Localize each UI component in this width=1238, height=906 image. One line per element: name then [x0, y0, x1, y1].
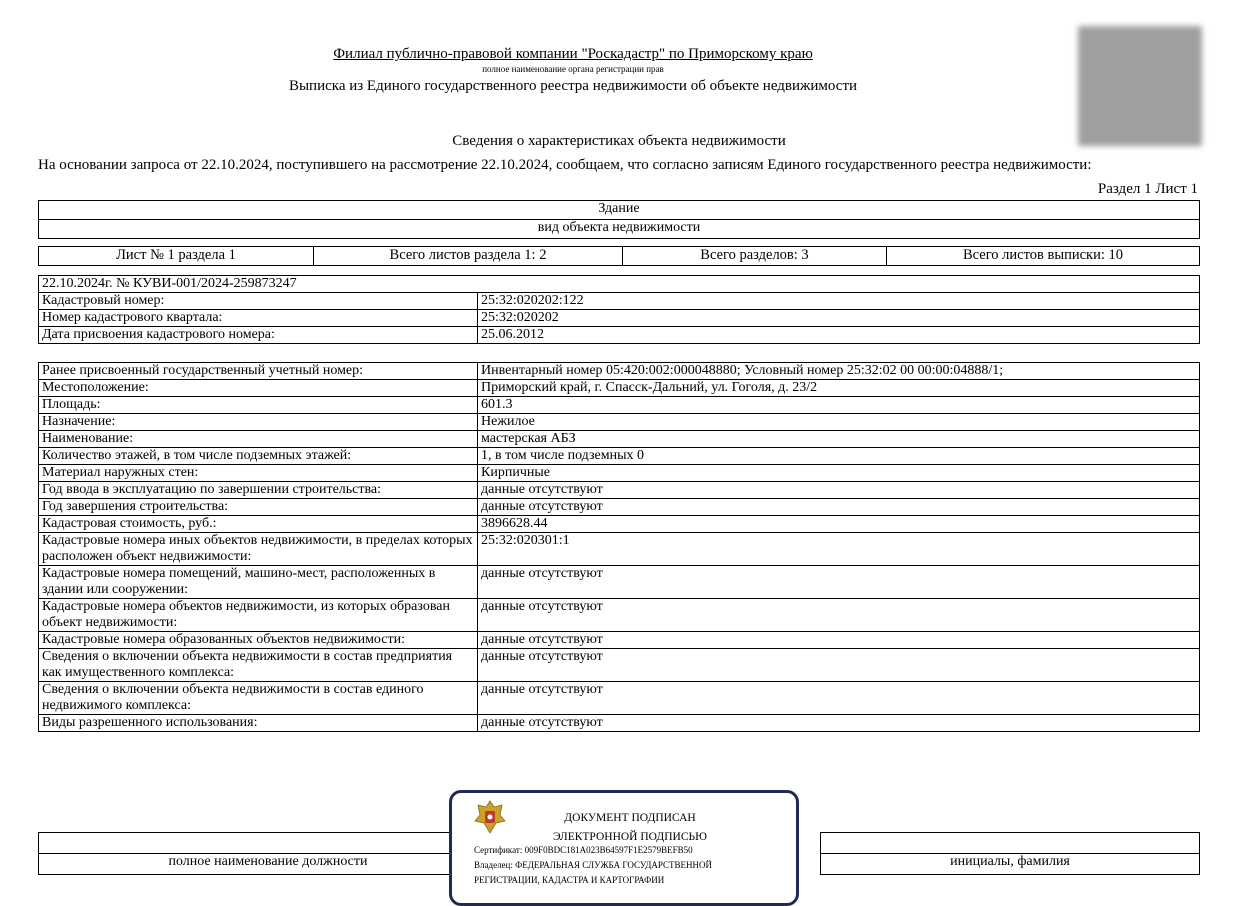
row-label: Виды разрешенного использования:: [39, 715, 478, 732]
table-row: [39, 380, 1200, 397]
row-label: Год завершения строительства:: [39, 499, 478, 516]
table-row: [39, 431, 1200, 448]
row-value: 25:32:020202:122: [478, 293, 1200, 310]
row-label: Местоположение:: [39, 380, 478, 397]
table-row: [39, 310, 1200, 327]
row-value: данные отсутствуют: [478, 499, 1200, 516]
table-row: [39, 566, 1200, 599]
position-cell: [39, 833, 498, 854]
row-value: 1, в том числе подземных 0: [478, 448, 1200, 465]
intro-text: На основании запроса от 22.10.2024, поступившего на рассмотрение 22.10.2024, сообщаем, что согласно записям Единого государственного реестра недвижимости:: [38, 157, 1092, 173]
row-value: 25:32:020202: [478, 310, 1200, 327]
total-section-sheets: Всего листов раздела 1: 2: [314, 247, 623, 266]
row-value: данные отсутствуют: [478, 649, 1200, 682]
section-title: Сведения о характеристиках объекта недвижимости: [452, 133, 786, 149]
table-row: [39, 414, 1200, 431]
name-label: инициалы, фамилия: [821, 854, 1200, 875]
row-value: данные отсутствуют: [478, 715, 1200, 732]
row-label: Кадастровые номера объектов недвижимости, из которых образован объект недвижимости:: [39, 599, 478, 632]
row-value: 25.06.2012: [478, 327, 1200, 344]
stamp-owner: Владелец: ФЕДЕРАЛЬНАЯ СЛУЖБА ГОСУДАРСТВЕННОЙ: [474, 860, 713, 870]
table-row: [39, 499, 1200, 516]
row-label: Сведения о включении объекта недвижимости в состав предприятия как имущественного комплекса:: [39, 649, 478, 682]
table-row: [39, 533, 1200, 566]
row-label: Наименование:: [39, 431, 478, 448]
row-value: Кирпичные: [478, 465, 1200, 482]
object-type-table: [38, 200, 1200, 239]
object-type: Здание: [39, 201, 1200, 220]
row-value: Приморский край, г. Спасск-Дальний, ул. Гоголя, д. 23/2: [478, 380, 1200, 397]
document-title: Выписка из Единого государственного реестра недвижимости об объекте недвижимости: [288, 78, 858, 94]
characteristics-table: [38, 362, 1200, 732]
table-row: [39, 599, 1200, 632]
total-sections: Всего разделов: 3: [623, 247, 887, 266]
row-value: данные отсутствуют: [478, 632, 1200, 649]
table-row: [39, 397, 1200, 414]
identification-table: [38, 275, 1200, 344]
table-row: [39, 632, 1200, 649]
row-value: Нежилое: [478, 414, 1200, 431]
table-row: [39, 363, 1200, 380]
stamp-line-2: ЭЛЕКТРОННОЙ ПОДПИСЬЮ: [553, 831, 707, 843]
row-value: данные отсутствуют: [478, 682, 1200, 715]
qr-code: [1078, 26, 1202, 146]
row-value: Инвентарный номер 05:420:002:000048880; Условный номер 25:32:02 00 00:00:04888/1;: [478, 363, 1200, 380]
row-value: 3896628.44: [478, 516, 1200, 533]
row-value: мастерская АБЗ: [478, 431, 1200, 448]
row-value: данные отсутствуют: [478, 566, 1200, 599]
row-label: Кадастровые номера иных объектов недвижимости, в пределах которых расположен объект недвижимости:: [39, 533, 478, 566]
table-row: [39, 516, 1200, 533]
table-row: [39, 465, 1200, 482]
position-label: полное наименование должности: [39, 854, 498, 875]
sheet-number: Лист № 1 раздела 1: [39, 247, 314, 266]
stamp-line-1: ДОКУМЕНТ ПОДПИСАН: [564, 812, 696, 824]
extract-id: 22.10.2024г. № КУВИ-001/2024-259873247: [39, 276, 1200, 293]
table-row: [39, 482, 1200, 499]
row-value: 601.3: [478, 397, 1200, 414]
row-value: данные отсутствуют: [478, 482, 1200, 499]
row-label: Номер кадастрового квартала:: [39, 310, 478, 327]
table-row: [39, 293, 1200, 310]
table-row: [39, 448, 1200, 465]
name-cell: [821, 833, 1200, 854]
row-label: Площадь:: [39, 397, 478, 414]
row-label: Назначение:: [39, 414, 478, 431]
electronic-signature-stamp: [449, 790, 799, 906]
row-label: Количество этажей, в том числе подземных этажей:: [39, 448, 478, 465]
row-value: данные отсутствуют: [478, 599, 1200, 632]
row-label: Кадастровые номера помещений, машино-мест, расположенных в здании или сооружении:: [39, 566, 478, 599]
row-label: Дата присвоения кадастрового номера:: [39, 327, 478, 344]
row-label: Кадастровый номер:: [39, 293, 478, 310]
table-row: [39, 327, 1200, 344]
row-label: Материал наружных стен:: [39, 465, 478, 482]
organization-name: Филиал публично-правовой компании "Роскадастр" по Приморскому краю: [333, 46, 813, 62]
row-label: Ранее присвоенный государственный учетный номер:: [39, 363, 478, 380]
table-row: [39, 682, 1200, 715]
row-label: Сведения о включении объекта недвижимости в состав единого недвижимого комплекса:: [39, 682, 478, 715]
table-row: [39, 649, 1200, 682]
organization-caption: полное наименование органа регистрации прав: [482, 64, 664, 74]
row-label: Год ввода в эксплуатацию по завершении строительства:: [39, 482, 478, 499]
row-label: Кадастровая стоимость, руб.:: [39, 516, 478, 533]
sheets-table: [38, 246, 1200, 266]
total-extract-sheets: Всего листов выписки: 10: [887, 247, 1200, 266]
sheet-reference: Раздел 1 Лист 1: [1097, 181, 1198, 197]
stamp-certificate: Сертификат: 009F0BDC181A023B64597F1E2579BEFB50: [474, 845, 693, 855]
row-value: 25:32:020301:1: [478, 533, 1200, 566]
table-row: [39, 715, 1200, 732]
stamp-owner-2: РЕГИСТРАЦИИ, КАДАСТРА И КАРТОГРАФИИ: [474, 875, 665, 885]
object-type-caption: вид объекта недвижимости: [39, 220, 1200, 239]
row-label: Кадастровые номера образованных объектов недвижимости:: [39, 632, 478, 649]
